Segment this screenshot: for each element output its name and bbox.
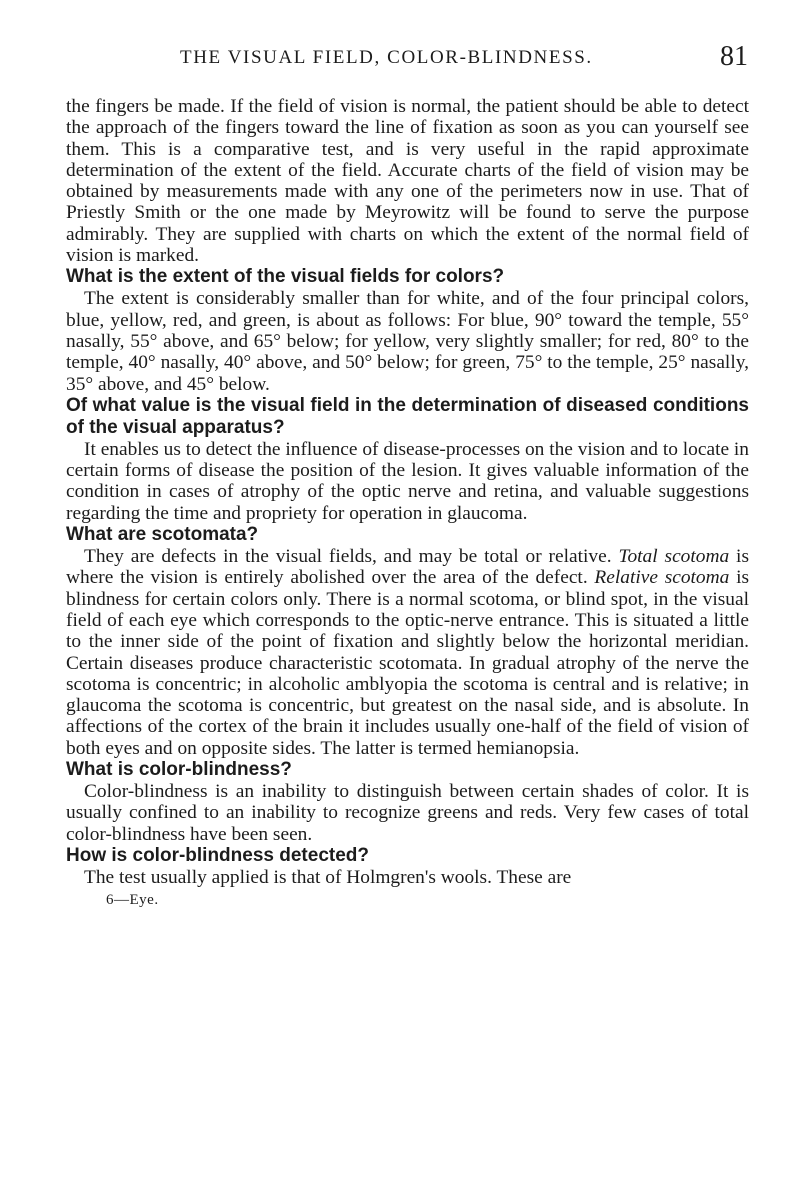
- question-color-fields: What is the extent of the visual fields for colors?: [66, 266, 505, 288]
- body-text: [66, 96, 749, 912]
- answer-scotomata-mid: is where the vision is entirely abolished over the area of the defect.: [66, 546, 749, 589]
- signature-mark: 6—Eye.: [106, 892, 159, 909]
- answer-color-blindness: Color-blindness is an inability to distinguish between certain shades of color. It is usually confined to an inability to recognize greens and reds. Very few cases of total color-blindness have been seen.: [66, 781, 749, 845]
- question-color-blindness: What is color-blindness?: [66, 759, 292, 781]
- answer-scotomata-start: They are defects in the visual fields, and may be total or relative.: [84, 546, 619, 568]
- running-head: [180, 43, 748, 73]
- term-total-scotoma: Total scotoma: [618, 546, 730, 568]
- question-scotomata: What are scotomata?: [66, 524, 259, 546]
- question-visual-field-value: Of what value is the visual field in the determination of diseased conditions of the visual apparatus?: [66, 394, 749, 438]
- answer-visual-field-value: It enables us to detect the influence of disease-processes on the vision and to locate in certain forms of disease the position of the lesion. It gives valuable information of the condition in cases of atrophy of the optic nerve and retina, and valuable suggestions regarding the time and propriety for operation in glaucoma.: [66, 438, 749, 524]
- answer-color-fields: The extent is considerably smaller than for white, and of the four principal colors, blue, yellow, red, and green, is about as follows: For blue, 90° toward the temple, 55° nasally, 55° above, and 65° below; for yellow, very slightly smaller; for red, 80° to the temple, 40° nasally, 40° above, and 50° below; for green, 75° to the temple, 25° nasally, 35° above, and 45° below.: [66, 288, 749, 395]
- page-number: 81: [720, 41, 748, 72]
- answer-scotomata-end: is blindness for certain colors only. There is a normal scotoma, or blind spot, in the visual field of each eye which corresponds to the optic-nerve entrance. This is situated a little to the inner side of the point of fixation and slightly below the horizontal meridian. Certain diseases produce characteristic scotomata. In gradual atrophy of the nerve the scotoma is concentric; in alcoholic amblyopia the scotoma is central and is relative; in glaucoma the scotoma is concentric, but greatest on the nasal side, and is absolute. In affections of the cortex of the brain it includes usually one-half of the field of vision of both eyes and on opposite sides. The latter is termed hemianopsia.: [66, 567, 750, 759]
- paragraph-intro: the fingers be made. If the field of vision is normal, the patient should be able to detect the approach of the fingers toward the line of fixation as soon as you can yourself see them. This is a comparative test, and is very useful in the rapid approximate determination of the extent of the field. Accurate charts of the field of vision may be obtained by measurements made with any one of the perimeters now in use. That of Priestly Smith or the one made by Meyrowitz will be found to serve the purpose admirably. They are supplied with charts on which the extent of the normal field of vision is marked.: [66, 96, 749, 267]
- term-relative-scotoma: Relative scotoma: [594, 567, 730, 589]
- running-title: THE VISUAL FIELD, COLOR-BLINDNESS.: [180, 47, 593, 68]
- answer-scotomata: [66, 546, 749, 759]
- answer-detection: The test usually applied is that of Holmgren's wools. These are: [84, 866, 572, 888]
- question-detection: How is color-blindness detected?: [66, 844, 369, 866]
